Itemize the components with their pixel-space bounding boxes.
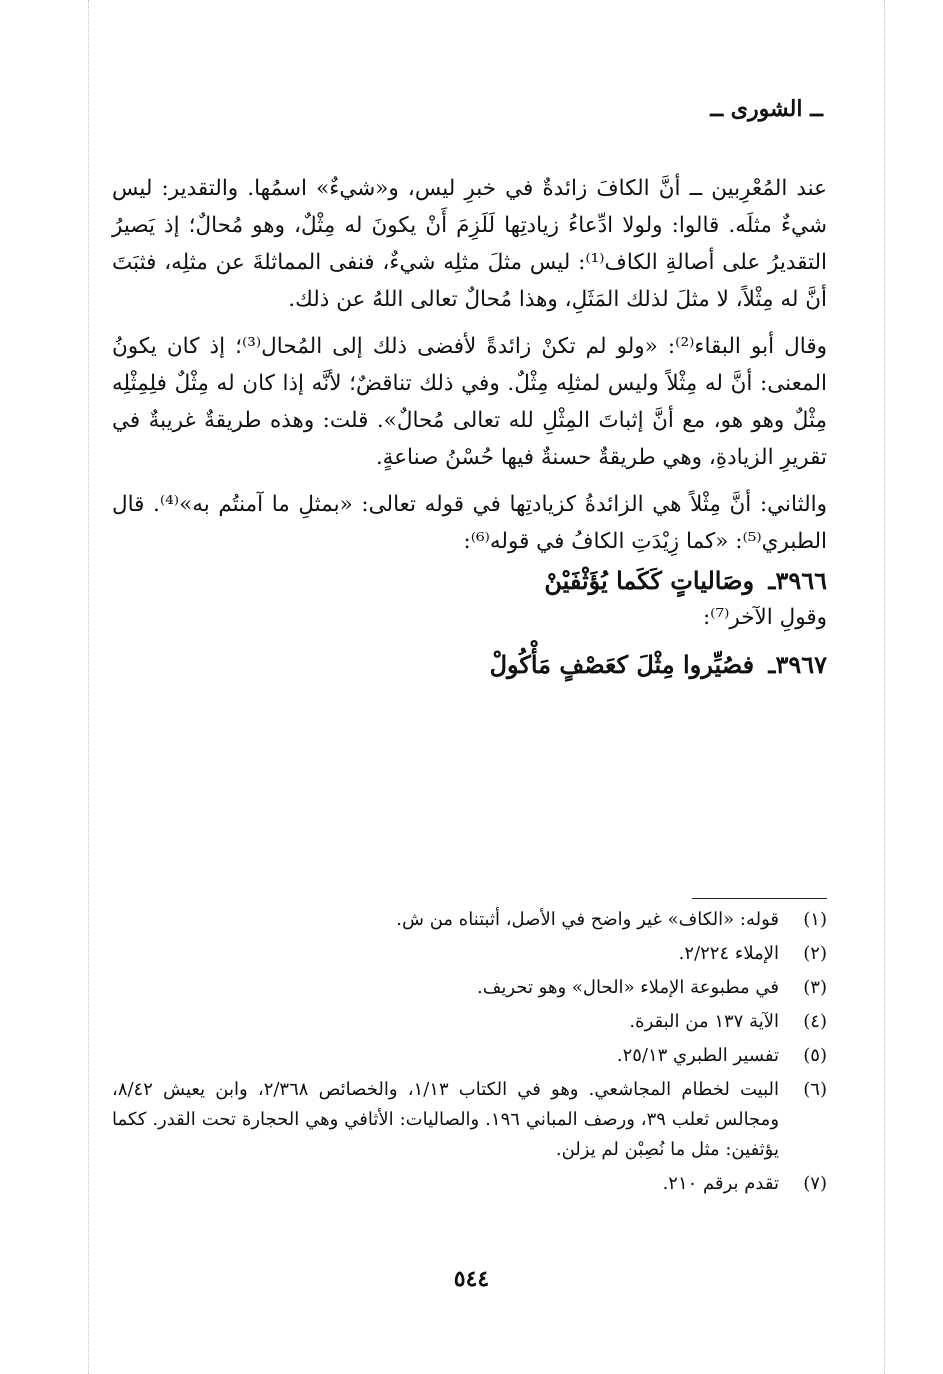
footnote — [112, 973, 827, 1003]
footnote — [112, 939, 827, 969]
footnote-text: في مطبوعة الإملاء «الحال» وهو تحريف. — [477, 977, 779, 998]
footnote — [112, 1041, 827, 1071]
page-number: ٥٤٤ — [453, 1266, 490, 1292]
paragraph: والثاني: أنَّ مِثْلاً هي الزائدةُ كزيادتِها في قوله تعالى: «بمثلِ ما آمنتُم به»⁽⁴⁾. قال الطبري⁽⁵⁾: «كما زِيْدَتِ الكافُ في قوله⁽⁶⁾: — [112, 492, 827, 554]
footnote-number: (٧) — [803, 1173, 827, 1194]
scan-guide-line — [88, 0, 89, 1374]
footnote-divider — [692, 898, 827, 899]
paragraph: وقال أبو البقاء⁽²⁾: «ولو لم تكنْ زائدةً لأفضى ذلك إلى المُحال⁽³⁾؛ إذ كان يكونُ المعنى: أنَّ له مِثْلاً وليس لمثلِه مِثْلٌ. وفي ذلك تناقضٌ؛ لأنَّه إذا كان له مِثْلٌ فلِمِثْلِه مِثْلٌ وهو هو، مع أنَّ إثباتَ المِثْلِ لله تعالى مُحالٌ». قلت: وهذه طريقةٌ غريبةٌ في تقريرِ الزيادةِ، وهي طريقةٌ حسنةٌ فيها حُسْنُ صناعةٍ. — [112, 334, 827, 470]
footnote-number: (٤) — [803, 1011, 827, 1032]
verse-line — [112, 646, 827, 683]
footnote-text: الإملاء ٢/٢٢٤. — [678, 943, 779, 964]
verse-number: ٣٩٦٧ـ — [768, 650, 827, 679]
footnote-number: (٢) — [803, 943, 827, 964]
footnote-number: (٥) — [803, 1045, 827, 1066]
footnote-number: (١) — [803, 909, 827, 930]
footnote — [112, 905, 827, 935]
scan-guide-line — [884, 0, 885, 1374]
footnote — [112, 1007, 827, 1037]
footnote-text: الآية ١٣٧ من البقرة. — [629, 1011, 779, 1032]
footnote-number: (٣) — [803, 977, 827, 998]
footnotes-list — [112, 905, 827, 1203]
verse-text: وصَالياتٍ كَكَما يُؤَثْفَيْنْ — [544, 566, 755, 595]
main-text — [112, 170, 827, 683]
paragraph: عند المُعْرِبين ــ أنَّ الكافَ زائدةٌ في خبرِ ليس، و«شيءٌ» اسمُها. والتقدير: ليس شيءٌ مثلَه. قالوا: ولولا ادِّعاءُ زيادتِها لَلَزِمَ أَنْ يكونَ له مِثْلٌ، وهو مُحالٌ؛ إذ يَصيرُ التقديرُ على أصالةِ الكاف⁽¹⁾: ليس مثلَ مثلِه شيءٌ، فنفى المماثلةَ عن مثلِه، فثبَتَ أنَّ له مِثْلاً، لا مثلَ لذلك المَثَلِ، وهذا مُحالٌ تعالى اللهُ عن ذلك. — [112, 176, 827, 312]
verse-intro: وقولِ الآخر⁽⁷⁾: — [702, 605, 827, 630]
footnote — [112, 1169, 827, 1199]
footnote-number: (٦) — [803, 1079, 827, 1100]
verse-number: ٣٩٦٦ـ — [768, 566, 827, 595]
footnote-text: قوله: «الكاف» غير واضح في الأصل، أثبتناه من ش. — [396, 909, 779, 930]
footnote-text: البيت لخطام المجاشعي. وهو في الكتاب ١/١٣، والخصائص ٢/٣٦٨، وابن يعيش ٨/٤٢، ومجالس ثعلب ٣٩، ورصف المباني ١٩٦. والصاليات: الأثافي وهي الحجارة تحت القدر. ككما يؤثفين: مثل ما نُصِبْن لم يزلن. — [112, 1079, 780, 1160]
footnote-text: تفسير الطبري ٢٥/١٣. — [616, 1045, 779, 1066]
verse-text: فصُيِّروا مِثْلَ كعَصْفٍ مَأْكُولْ — [489, 650, 755, 679]
footnote — [112, 1075, 827, 1165]
footnote-text: تقدم برقم ٢١٠. — [662, 1173, 779, 1194]
verse-line — [112, 562, 827, 599]
page-header: ــ الشورى ــ — [710, 96, 823, 122]
